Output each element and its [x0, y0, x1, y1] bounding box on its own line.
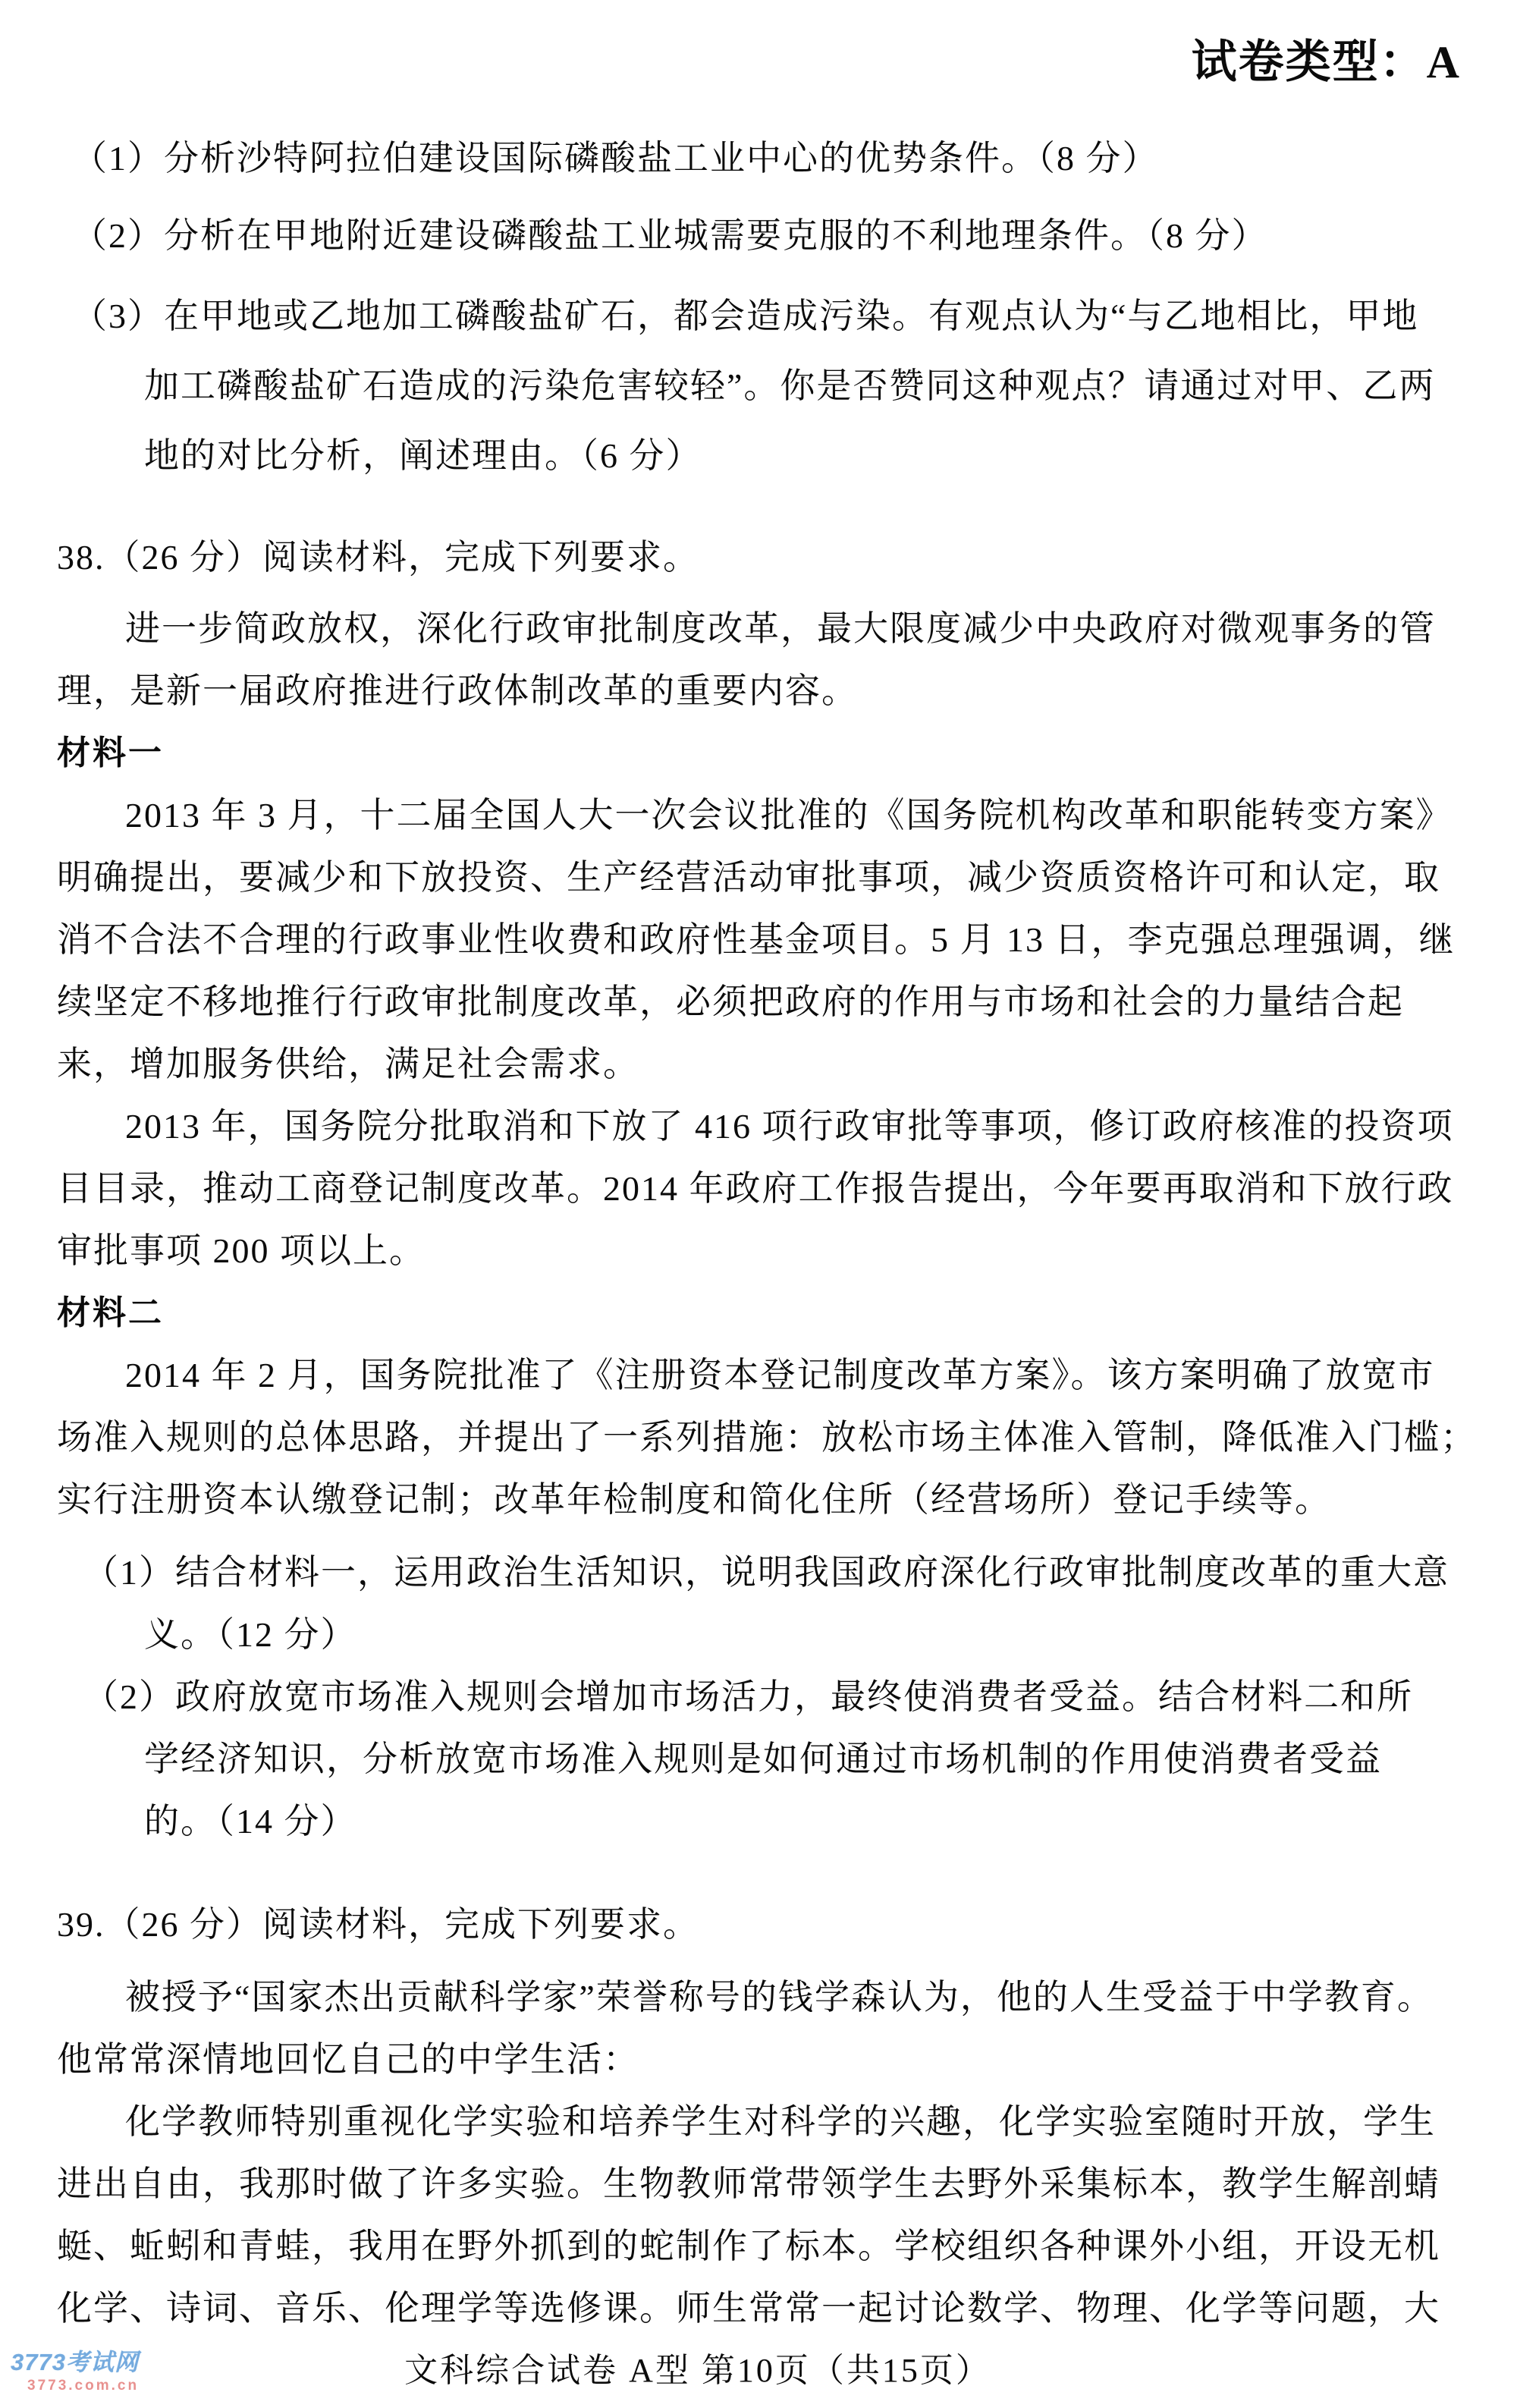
- material-1-text: 续坚定不移地推行行政审批制度改革，必须把政府的作用与市场和社会的力量结合起: [57, 982, 1404, 1021]
- q38-intro-cont: 理，是新一届政府推进行政体制改革的重要内容。: [57, 671, 858, 710]
- material-2-text: 实行注册资本认缴登记制；改革年检制度和简化住所（经营场所）登记手续等。: [57, 1480, 1331, 1519]
- material-2-text: 2014 年 2 月，国务院批准了《注册资本登记制度改革方案》。该方案明确了放宽市: [125, 1356, 1435, 1394]
- material-1-text: 2013 年 3 月，十二届全国人大一次会议批准的《国务院机构改革和职能转变方案》: [125, 796, 1453, 835]
- watermark-site-name: 3773考试网: [11, 2349, 139, 2376]
- q38-sub-question-1-cont: 义。（12 分）: [144, 1615, 357, 1654]
- q39-text: 他常常深情地回忆自己的中学生活：: [57, 2040, 639, 2079]
- material-2-header: 材料二: [57, 1294, 164, 1331]
- q39-text: 化学、诗词、音乐、伦理学等选修课。师生常常一起讨论数学、物理、化学等问题，大: [57, 2289, 1440, 2328]
- material-1-text: 审批事项 200 项以上。: [57, 1231, 426, 1270]
- material-1-header: 材料一: [57, 734, 164, 772]
- question-39-header: 39.（26 分）阅读材料，完成下列要求。: [57, 1905, 699, 1944]
- q38-sub-question-1: （1）结合材料一，运用政治生活知识，说明我国政府深化行政审批制度改革的重大意: [83, 1553, 1449, 1592]
- watermark-site-url: 3773.com.cn: [27, 2378, 140, 2394]
- material-1-text: 来，增加服务供给，满足社会需求。: [57, 1045, 639, 1083]
- q38-sub-question-2-cont: 学经济知识，分析放宽市场准入规则是如何通过市场机制的作用使消费者受益: [144, 1740, 1382, 1778]
- sub-question-3-cont: 加工磷酸盐矿石造成的污染危害较轻”。你是否赞同这种观点？请通过对甲、乙两: [144, 366, 1436, 405]
- q38-intro: 进一步简政放权，深化行政审批制度改革，最大限度减少中央政府对微观事务的管: [125, 609, 1436, 648]
- q39-text: 化学教师特别重视化学实验和培养学生对科学的兴趣，化学实验室随时开放，学生: [125, 2102, 1436, 2141]
- q39-text: 进出自由，我那时做了许多实验。生物教师常带领学生去野外采集标本，教学生解剖蜻: [57, 2164, 1440, 2203]
- q39-text: 蜓、蚯蚓和青蛙，我用在野外抓到的蛇制作了标本。学校组织各种课外小组，开设无机: [57, 2227, 1440, 2265]
- q39-text: 被授予“国家杰出贡献科学家”荣誉称号的钱学森认为，他的人生受益于中学教育。: [125, 1978, 1434, 2017]
- sub-question-2: （2）分析在甲地附近建设磷酸盐工业城需要克服的不利地理条件。（8 分）: [72, 216, 1268, 255]
- q38-sub-question-2: （2）政府放宽市场准入规则会增加市场活力，最终使消费者受益。结合材料二和所: [83, 1677, 1413, 1716]
- exam-type-label: 试卷类型：A: [1191, 37, 1461, 87]
- material-1-text: 消不合法不合理的行政事业性收费和政府性基金项目。5 月 13 日，李克强总理强调，继: [57, 920, 1456, 959]
- watermark: [11, 2350, 139, 2394]
- sub-question-1: （1）分析沙特阿拉伯建设国际磷酸盐工业中心的优势条件。（8 分）: [72, 139, 1159, 178]
- page-footer: 文科综合试卷 A型 第10页（共15页）: [404, 2352, 991, 2389]
- question-38-header: 38.（26 分）阅读材料，完成下列要求。: [57, 538, 699, 577]
- document-body: [57, 127, 1477, 2340]
- q38-sub-question-2-cont: 的。（14 分）: [144, 1802, 357, 1841]
- material-1-text: 2013 年，国务院分批取消和下放了 416 项行政审批等事项，修订政府核准的投资项: [125, 1107, 1454, 1146]
- material-1-text: 目目录，推动工商登记制度改革。2014 年政府工作报告提出，今年要再取消和下放行政: [57, 1169, 1454, 1208]
- material-2-text: 场准入规则的总体思路，并提出了一系列措施：放松市场主体准入管制，降低准入门槛；: [57, 1418, 1477, 1457]
- sub-question-3-cont: 地的对比分析，阐述理由。（6 分）: [144, 436, 702, 475]
- material-1-text: 明确提出，要减少和下放投资、生产经营活动审批事项，减少资质资格许可和认定，取: [57, 858, 1440, 897]
- sub-question-3: （3）在甲地或乙地加工磷酸盐矿石，都会造成污染。有观点认为“与乙地相比，甲地: [72, 297, 1419, 335]
